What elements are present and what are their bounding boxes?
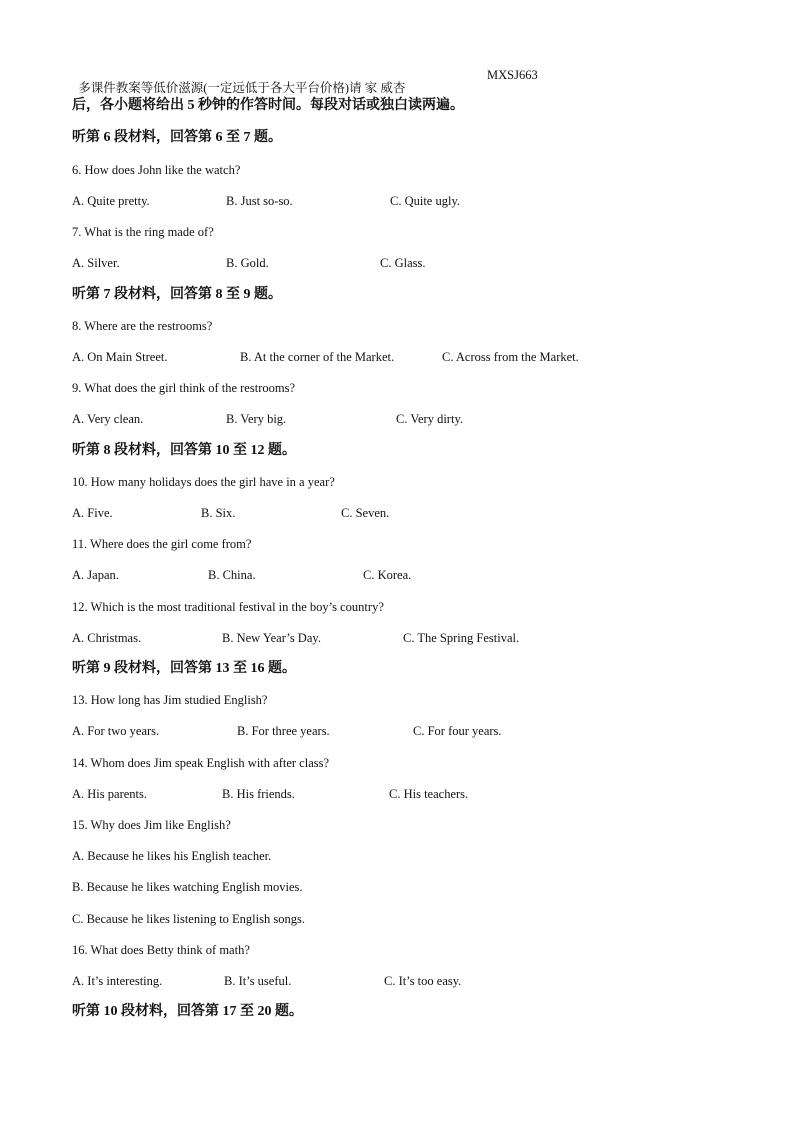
option-c: C. Quite ugly. <box>390 194 461 208</box>
option-a: A. Christmas. <box>72 631 142 645</box>
question-11: 11. Where does the girl come from? <box>72 537 252 551</box>
option-c: C. His teachers. <box>389 787 469 801</box>
option-b: B. Gold. <box>226 256 269 270</box>
option-a: A. Quite pretty. <box>72 194 150 208</box>
option-b: B. It’s useful. <box>224 974 292 988</box>
option-b: B. Six. <box>201 506 236 520</box>
option-c: C. The Spring Festival. <box>403 631 520 645</box>
option-c: C. Seven. <box>341 506 390 520</box>
instruction-text: 后，各小题将给出 5 秒钟的作答时间。每段对话或独白读两遍。 <box>72 98 464 113</box>
section-heading: 听第 6 段材料，回答第 6 至 7 题。 <box>72 130 282 145</box>
option-a: A. Very clean. <box>72 412 144 426</box>
option-b: B. His friends. <box>222 787 295 801</box>
option-b: B. At the corner of the Market. <box>240 350 395 364</box>
question-15: 15. Why does Jim like English? <box>72 818 231 832</box>
option-a: A. Because he likes his English teacher. <box>72 849 272 863</box>
header-text: 多课件教案等低价滋源(一定远低于各大平台价格)请 家 威杏 <box>78 80 406 95</box>
option-b: B. China. <box>208 568 256 582</box>
header-code: MXSJ663 <box>487 68 538 82</box>
option-a: A. His parents. <box>72 787 147 801</box>
option-c: C. Very dirty. <box>396 412 464 426</box>
question-6: 6. How does John like the watch? <box>72 163 241 177</box>
option-a: A. It’s interesting. <box>72 974 163 988</box>
section-heading: 听第 8 段材料，回答第 10 至 12 题。 <box>72 443 296 458</box>
option-a: A. Silver. <box>72 256 120 270</box>
option-c: C. It’s too easy. <box>384 974 462 988</box>
question-12: 12. Which is the most traditional festival in the boy’s country? <box>72 600 384 614</box>
question-8: 8. Where are the restrooms? <box>72 319 213 333</box>
question-7: 7. What is the ring made of? <box>72 225 214 239</box>
section-heading: 听第 9 段材料，回答第 13 至 16 题。 <box>72 661 296 676</box>
option-b: B. For three years. <box>237 724 330 738</box>
option-a: A. On Main Street. <box>72 350 168 364</box>
question-14: 14. Whom does Jim speak English with after class? <box>72 756 330 770</box>
option-b: B. New Year’s Day. <box>222 631 321 645</box>
option-a: A. Japan. <box>72 568 119 582</box>
option-c: C. Because he likes listening to English songs. <box>72 912 305 926</box>
option-b: B. Just so-so. <box>226 194 293 208</box>
option-b: B. Very big. <box>226 412 287 426</box>
option-c: C. Glass. <box>380 256 426 270</box>
question-10: 10. How many holidays does the girl have in a year? <box>72 475 335 489</box>
section-heading: 听第 7 段材料，回答第 8 至 9 题。 <box>72 287 282 302</box>
option-c: C. Korea. <box>363 568 412 582</box>
option-c: C. For four years. <box>413 724 502 738</box>
question-16: 16. What does Betty think of math? <box>72 943 250 957</box>
section-heading: 听第 10 段材料，回答第 17 至 20 题。 <box>72 1004 303 1019</box>
question-13: 13. How long has Jim studied English? <box>72 693 268 707</box>
option-a: A. Five. <box>72 506 113 520</box>
question-9: 9. What does the girl think of the restrooms? <box>72 381 295 395</box>
option-b: B. Because he likes watching English movies. <box>72 880 303 894</box>
option-a: A. For two years. <box>72 724 160 738</box>
option-c: C. Across from the Market. <box>442 350 579 364</box>
